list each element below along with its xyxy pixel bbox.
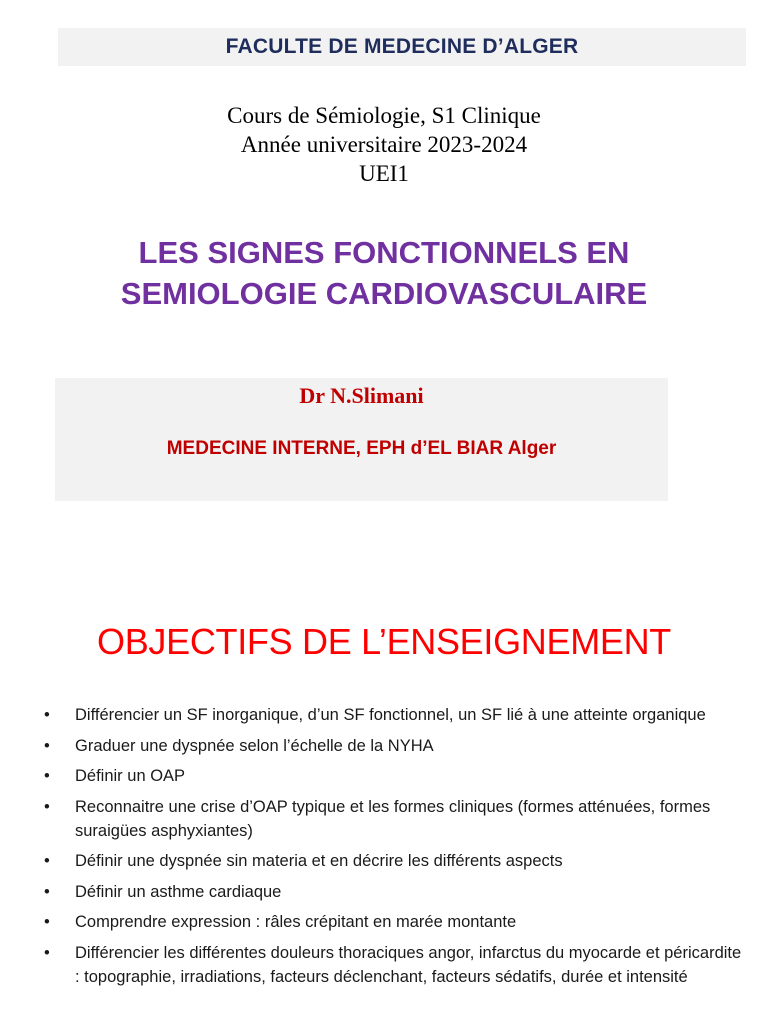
author-name: Dr N.Slimani xyxy=(299,383,424,408)
objectives-list xyxy=(44,703,744,995)
bullet-icon: • xyxy=(44,797,50,816)
faculty-banner xyxy=(58,28,746,66)
list-item xyxy=(44,910,744,934)
objectives-heading: OBJECTIFS DE L’ENSEIGNEMENT xyxy=(97,621,671,662)
bullet-icon: • xyxy=(44,736,50,755)
bullet-icon: • xyxy=(44,882,50,901)
list-item-text: Différencier un SF inorganique, d’un SF fonctionnel, un SF lié à une atteinte organique xyxy=(75,706,706,724)
academic-year: Année universitaire 2023-2024 xyxy=(240,132,528,157)
list-item xyxy=(44,849,744,873)
list-item xyxy=(44,764,744,788)
list-item xyxy=(44,734,744,758)
course-info xyxy=(0,101,768,188)
course-title: Cours de Sémiologie, S1 Clinique xyxy=(227,103,541,128)
list-item-text: Définir un asthme cardiaque xyxy=(75,882,282,901)
list-item xyxy=(44,795,744,843)
list-item xyxy=(44,880,744,904)
list-item-text: Comprendre expression : râles crépitant en marée montante xyxy=(75,913,517,931)
list-item-text: Reconnaitre une crise d’OAP typique et les formes cliniques (formes atténuées, formes suraigües asphyxiantes) xyxy=(75,797,711,840)
bullet-icon: • xyxy=(44,943,50,962)
title-line-2: SEMIOLOGIE CARDIOVASCULAIRE xyxy=(120,276,648,311)
list-item-text: Définir une dyspnée sin materia et en décrire les différents aspects xyxy=(75,852,563,870)
teaching-unit: UEI1 xyxy=(359,161,409,186)
bullet-icon: • xyxy=(44,852,50,870)
list-item-text: Graduer une dyspnée selon l’échelle de la NYHA xyxy=(75,736,434,755)
author-affiliation: MEDECINE INTERNE, EPH d’EL BIAR Alger xyxy=(166,438,557,459)
list-item xyxy=(44,941,744,989)
list-item-text: Définir un OAP xyxy=(75,767,186,785)
bullet-icon: • xyxy=(44,913,50,931)
title-line-1: LES SIGNES FONCTIONNELS EN xyxy=(138,235,630,270)
bullet-icon: • xyxy=(44,706,50,724)
author-box xyxy=(55,378,668,501)
list-item xyxy=(44,703,744,727)
bullet-icon: • xyxy=(44,767,50,785)
document-title xyxy=(0,232,768,314)
list-item-text: Différencier les différentes douleurs thoraciques angor, infarctus du myocarde et péricardite : topographie, irradiations, facteurs déclenchant, facteurs sédatifs, durée et intensité xyxy=(75,943,742,986)
faculty-name: FACULTE DE MEDECINE D’ALGER xyxy=(225,35,579,58)
